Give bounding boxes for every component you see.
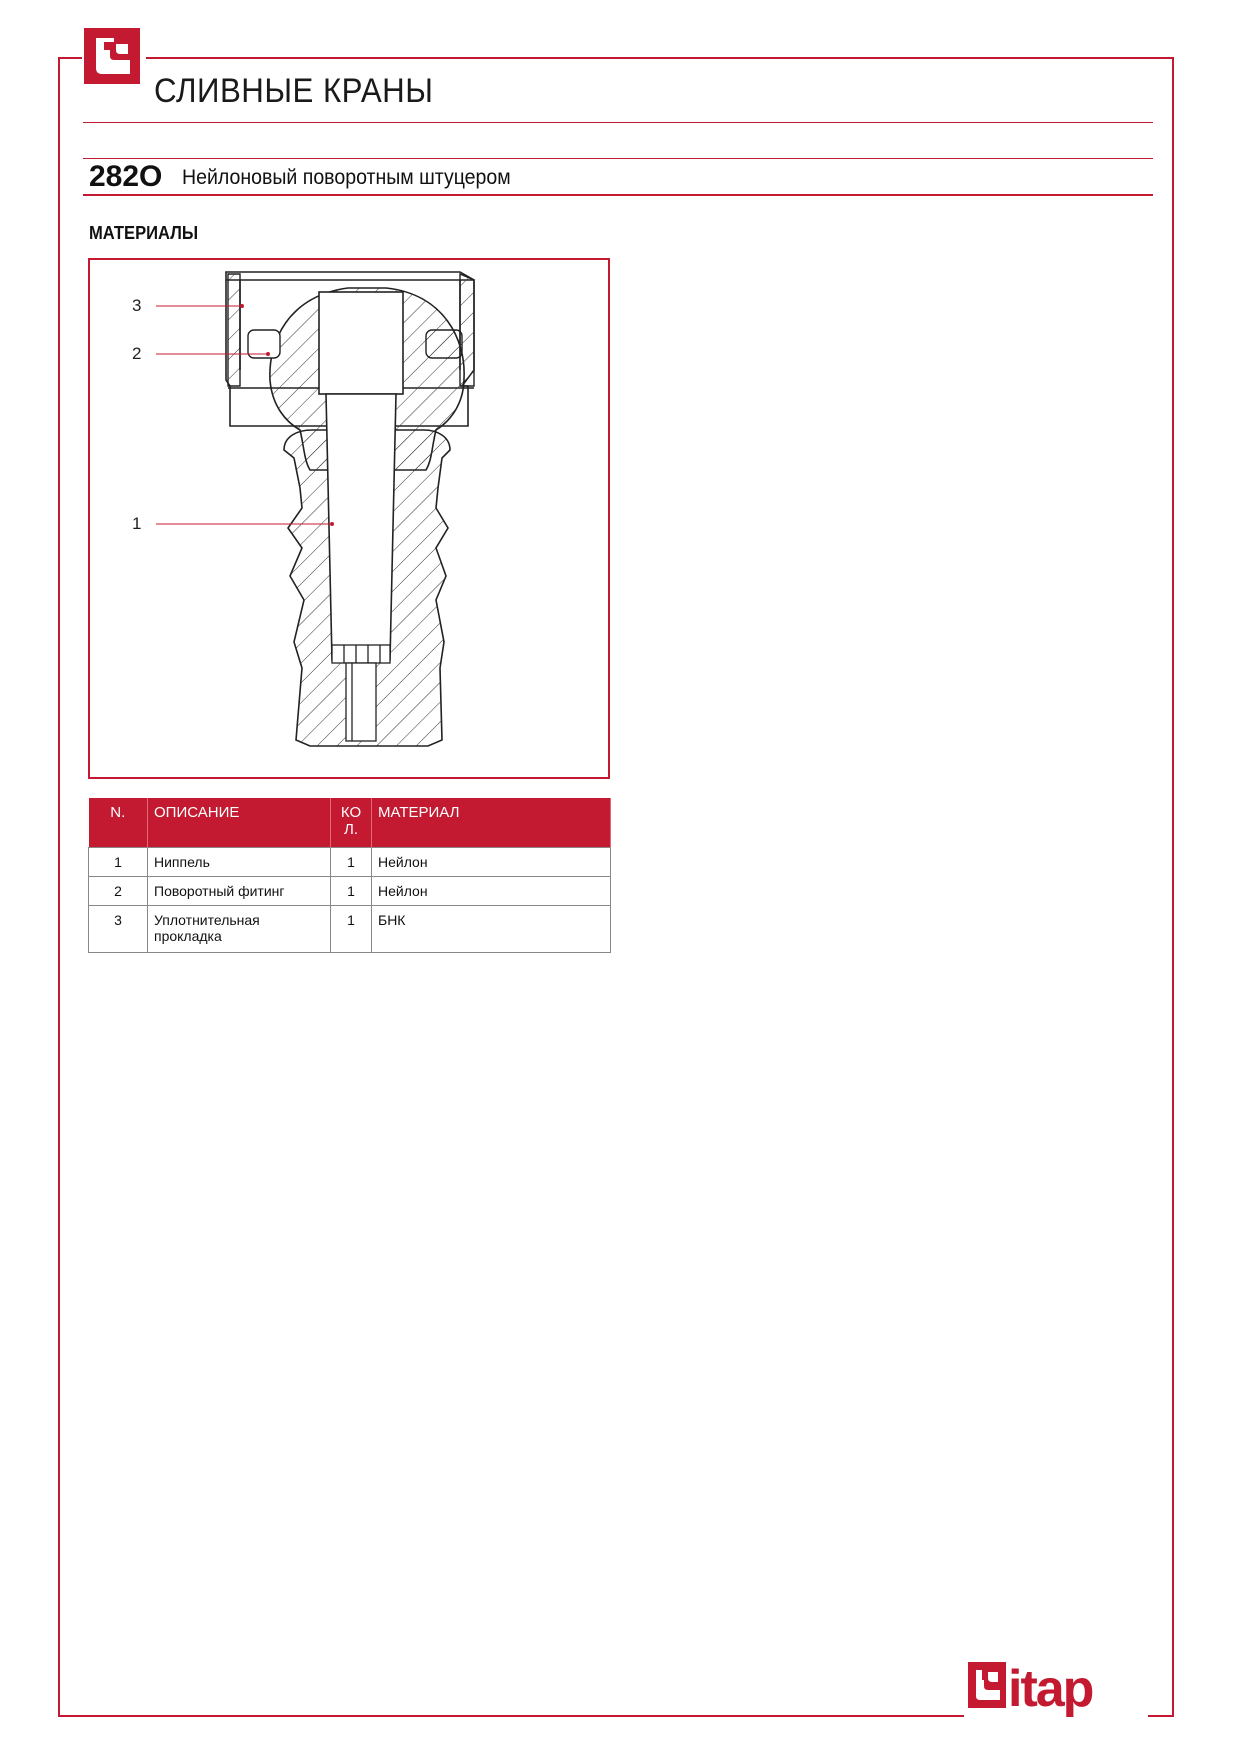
nipple-bore xyxy=(326,394,396,660)
frame-left-line xyxy=(58,57,60,1716)
section-title: СЛИВНЫЕ КРАНЫ xyxy=(154,72,434,110)
col-material-header: МАТЕРИАЛ xyxy=(372,798,611,848)
frame-bottom-line xyxy=(58,1715,964,1717)
product-code: 282O xyxy=(89,160,163,193)
row-material: Нейлон xyxy=(372,877,611,906)
frame-top-line xyxy=(146,57,1174,59)
product-bottom-rule xyxy=(83,194,1153,196)
col-quantity-header: КО Л. xyxy=(331,798,372,848)
row-number: 1 xyxy=(89,848,148,877)
materials-heading: МАТЕРИАЛЫ xyxy=(89,223,199,243)
row-quantity: 1 xyxy=(331,848,372,877)
row-quantity: 1 xyxy=(331,906,372,953)
frame-left-top-stub xyxy=(58,57,82,59)
frame-right-line xyxy=(1172,57,1174,1716)
row-material: Нейлон xyxy=(372,848,611,877)
table-header-row xyxy=(89,798,611,848)
table-row xyxy=(89,906,611,953)
callout-1-label: 1 xyxy=(132,514,142,533)
brand-mark-icon xyxy=(84,28,140,84)
brand-wordmark: itap xyxy=(1008,1660,1093,1718)
col-number-header: N. xyxy=(89,798,148,848)
table-row xyxy=(89,848,611,877)
nut-left-section xyxy=(228,274,240,386)
row-description: Ниппель xyxy=(148,848,331,877)
product-description: Нейлоновый поворотным штуцером xyxy=(182,166,511,189)
seal-right xyxy=(426,330,462,358)
row-description: Поворотный фитинг xyxy=(148,877,331,906)
callout-1-dot xyxy=(330,522,334,526)
row-quantity: 1 xyxy=(331,877,372,906)
callout-2-label: 2 xyxy=(132,344,142,363)
upper-bore xyxy=(319,292,403,394)
row-description: Уплотнительная прокладка xyxy=(148,906,331,953)
callout-3-label: 3 xyxy=(132,296,142,315)
product-top-rule xyxy=(83,158,1153,159)
frame-bottom-right-stub xyxy=(1148,1715,1174,1717)
itap-logo xyxy=(968,1658,1144,1718)
callout-3-dot xyxy=(240,304,244,308)
col-description-header: ОПИСАНИЕ xyxy=(148,798,331,848)
title-underline xyxy=(83,122,1153,123)
callout-2-dot xyxy=(266,352,270,356)
row-material: БНК xyxy=(372,906,611,953)
row-number: 3 xyxy=(89,906,148,953)
technical-drawing xyxy=(88,258,610,779)
table-row xyxy=(89,877,611,906)
parts-table xyxy=(88,798,611,953)
row-number: 2 xyxy=(89,877,148,906)
